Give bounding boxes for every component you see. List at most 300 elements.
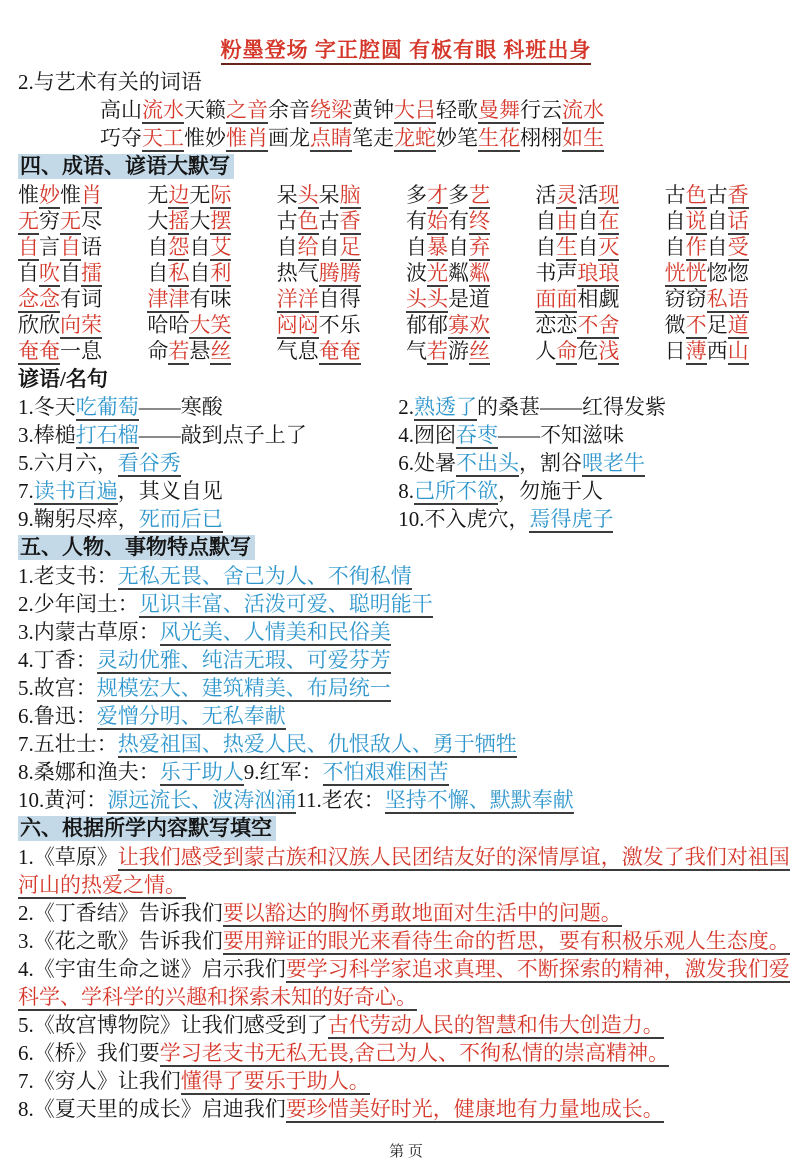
plain-text: 1.老支书： bbox=[18, 564, 118, 588]
answer-text: 作 bbox=[685, 235, 707, 259]
plain-text: 5.故宫： bbox=[18, 676, 97, 700]
answer-text: 擂 bbox=[81, 261, 102, 285]
section-5-heading: 五、人物、事物特点默写 bbox=[18, 535, 255, 560]
dictation-item bbox=[18, 1067, 794, 1095]
answer-text: 由 bbox=[556, 209, 578, 233]
plain-text: 自 bbox=[318, 235, 340, 259]
plain-text: 1.《草原》 bbox=[18, 845, 118, 869]
answer-text: 洋洋 bbox=[276, 287, 319, 311]
answer-text: 源远流长、波涛汹涌 bbox=[107, 788, 297, 812]
answer-text: 自 bbox=[18, 235, 39, 259]
answer-text: 吃葡萄 bbox=[75, 395, 139, 419]
idiom-cell bbox=[406, 234, 535, 260]
answer-text: 之音 bbox=[226, 98, 268, 122]
answer-text: 色 bbox=[297, 209, 319, 233]
plain-text: 8. bbox=[398, 479, 414, 503]
idiom-cell bbox=[535, 338, 664, 364]
plain-text: 5.六月六， bbox=[18, 451, 118, 475]
idiom-cell bbox=[18, 312, 147, 338]
section-4-heading: 四、成语、谚语大默写 bbox=[18, 154, 234, 179]
plain-text: 无 bbox=[147, 183, 169, 207]
answer-text: 向荣 bbox=[60, 313, 102, 337]
answer-text: 打石榴 bbox=[75, 423, 139, 447]
idiom-cell bbox=[277, 312, 406, 338]
plain-text: 言 bbox=[39, 235, 60, 259]
idiom-cell bbox=[665, 182, 794, 208]
idiom-cell bbox=[535, 260, 664, 286]
proverb-item bbox=[18, 505, 398, 533]
answer-text: 不怕艰难困苦 bbox=[322, 760, 449, 784]
answer-text: 流水 bbox=[142, 98, 184, 122]
trait-item bbox=[18, 562, 794, 590]
proverb-item bbox=[18, 477, 398, 505]
idiom-cell bbox=[147, 234, 276, 260]
plain-text: 5.《故宫博物院》让我们感受到了 bbox=[18, 1013, 328, 1037]
answer-text: 恍恍 bbox=[664, 261, 707, 285]
traits-list bbox=[18, 562, 794, 814]
idiom-cell bbox=[406, 260, 535, 286]
answer-text: 若 bbox=[168, 339, 190, 363]
answer-text: 见识丰富、活泼可爱、聪明能干 bbox=[138, 592, 433, 616]
idiom-cell bbox=[147, 312, 276, 338]
plain-text: 自 bbox=[706, 209, 728, 233]
answer-text: 话 bbox=[727, 209, 749, 233]
answer-text: 寡欢 bbox=[447, 313, 490, 337]
answer-text: 要以豁达的胸怀勇敢地面对生活中的问题。 bbox=[222, 901, 622, 925]
answer-text: 薄 bbox=[685, 339, 707, 363]
answer-text: 自 bbox=[60, 235, 81, 259]
plain-text: 古 bbox=[276, 209, 298, 233]
plain-text: ，割谷 bbox=[518, 451, 582, 475]
plain-text: 9.红军： bbox=[243, 760, 323, 784]
plain-text: 4.《宇宙生命之谜》启示我们 bbox=[18, 957, 286, 981]
plain-text: 7.五壮士： bbox=[18, 732, 118, 756]
idiom-cell bbox=[665, 234, 794, 260]
answer-text: 吹 bbox=[39, 261, 60, 285]
answer-text: 喂老牛 bbox=[581, 451, 645, 475]
plain-text: 惚惚 bbox=[706, 261, 749, 285]
answer-text: 焉得虎子 bbox=[529, 507, 614, 531]
plain-text: 2.《丁香结》告诉我们 bbox=[18, 901, 223, 925]
idiom-cell bbox=[406, 208, 535, 234]
answer-text: 足 bbox=[339, 235, 361, 259]
plain-text: 有味 bbox=[189, 287, 232, 311]
idiom-cell bbox=[147, 338, 276, 364]
answer-text: 丝 bbox=[210, 339, 232, 363]
plain-text: 日 bbox=[664, 339, 686, 363]
plain-text: 活 bbox=[535, 183, 557, 207]
dictation-list bbox=[18, 843, 794, 1123]
answer-text: 利 bbox=[210, 261, 232, 285]
plain-text: 有词 bbox=[60, 287, 102, 311]
proverbs-right-column bbox=[398, 393, 794, 533]
answer-text: 艾 bbox=[210, 235, 232, 259]
plain-text: ——不知滋味 bbox=[497, 423, 624, 447]
answer-text: 读书百遍 bbox=[33, 479, 118, 503]
answer-text: 奄奄 bbox=[18, 339, 60, 363]
plain-text: ，勿施于人 bbox=[497, 479, 603, 503]
art-words-line-2 bbox=[18, 124, 794, 152]
dictation-item bbox=[18, 899, 794, 927]
plain-text: 自 bbox=[577, 235, 599, 259]
answer-text: 无私无畏、舍己为人、不徇私情 bbox=[117, 564, 412, 588]
answer-text: 腾腾 bbox=[318, 261, 361, 285]
answer-text: 始 bbox=[426, 209, 448, 233]
plain-text: 的桑葚——红得发紫 bbox=[476, 395, 666, 419]
plain-text: 语 bbox=[81, 235, 102, 259]
answer-text: 如生 bbox=[562, 126, 604, 150]
plain-text: 有 bbox=[405, 209, 427, 233]
plain-text: 多 bbox=[405, 183, 427, 207]
answer-text: 头头 bbox=[405, 287, 448, 311]
plain-text: 西 bbox=[706, 339, 728, 363]
plain-text: 黄钟 bbox=[352, 98, 394, 122]
plain-text: 惟妙 bbox=[184, 126, 226, 150]
trait-item bbox=[18, 590, 794, 618]
answer-text: 琅琅 bbox=[577, 261, 620, 285]
answer-text: 闷闷 bbox=[276, 313, 319, 337]
answer-text: 怨 bbox=[168, 235, 190, 259]
proverbs-left-column bbox=[18, 393, 398, 533]
answer-text: 现 bbox=[598, 183, 620, 207]
trait-item bbox=[18, 758, 794, 786]
answer-text: 命 bbox=[556, 339, 578, 363]
plain-text: 多 bbox=[447, 183, 469, 207]
answer-text: 边 bbox=[168, 183, 190, 207]
proverb-item bbox=[398, 505, 794, 533]
idiom-cell bbox=[406, 182, 535, 208]
plain-text: 3.棒槌 bbox=[18, 423, 76, 447]
plain-text: 足 bbox=[706, 313, 728, 337]
plain-text: 画龙 bbox=[268, 126, 310, 150]
answer-text: 灭 bbox=[598, 235, 620, 259]
answer-text: 不 bbox=[685, 313, 707, 337]
answer-text: 色 bbox=[685, 183, 707, 207]
idiom-cell bbox=[18, 208, 147, 234]
answer-text: 曼舞 bbox=[478, 98, 520, 122]
plain-text: 天籁 bbox=[184, 98, 226, 122]
answer-text: 粼 bbox=[468, 261, 490, 285]
plain-text: 栩栩 bbox=[520, 126, 562, 150]
answer-text: 私语 bbox=[706, 287, 749, 311]
proverb-item bbox=[18, 393, 398, 421]
answer-text: 热爱祖国、热爱人民、仇恨敌人、勇于牺牲 bbox=[117, 732, 517, 756]
answer-text: 天工 bbox=[142, 126, 184, 150]
proverb-item bbox=[18, 449, 398, 477]
plain-text: 3.《花之歌》告诉我们 bbox=[18, 929, 223, 953]
answer-text: 头 bbox=[297, 183, 319, 207]
trait-item bbox=[18, 674, 794, 702]
answer-text: 若 bbox=[426, 339, 448, 363]
answer-text: 无 bbox=[60, 209, 81, 233]
idiom-cell bbox=[277, 234, 406, 260]
answer-text: 肖 bbox=[81, 183, 102, 207]
plain-text: 自 bbox=[18, 261, 39, 285]
plain-text: 轻歌 bbox=[436, 98, 478, 122]
plain-text: 恋恋 bbox=[535, 313, 578, 337]
answer-text: 让我们感受到蒙古族和汉族人民团结友好的深情厚谊，激发了我们对祖国河山的热爱之情。 bbox=[18, 845, 790, 897]
section-4-header bbox=[18, 152, 794, 181]
plain-text: 9.鞠躬尽瘁， bbox=[18, 507, 139, 531]
idiom-cell bbox=[406, 312, 535, 338]
answer-text: 艺 bbox=[468, 183, 490, 207]
idiom-cell bbox=[277, 286, 406, 312]
plain-text: 游 bbox=[447, 339, 469, 363]
plain-text: 2.少年闰土： bbox=[18, 592, 139, 616]
idiom-cell bbox=[18, 338, 147, 364]
plain-text: 6.处暑 bbox=[398, 451, 456, 475]
answer-text: 终 bbox=[468, 209, 490, 233]
plain-text: 命 bbox=[147, 339, 169, 363]
page-title bbox=[18, 34, 794, 64]
dictation-item bbox=[18, 843, 794, 899]
answer-text: 不出头 bbox=[455, 451, 519, 475]
answer-text: 际 bbox=[210, 183, 232, 207]
plain-text: 4.囫囵 bbox=[398, 423, 456, 447]
plain-text: 自 bbox=[447, 235, 469, 259]
plain-text: 不乐 bbox=[318, 313, 361, 337]
plain-text: 古 bbox=[664, 183, 686, 207]
plain-text: 自 bbox=[535, 235, 557, 259]
idiom-cell bbox=[535, 286, 664, 312]
idiom-cell bbox=[277, 260, 406, 286]
plain-text: 大 bbox=[147, 209, 169, 233]
answer-text: 要学习科学家追求真理、不断探索的精神，激发我们爱科学、学科学的兴趣和探索未知的好奇心。 bbox=[18, 957, 790, 1009]
answer-text: 点睛 bbox=[310, 126, 352, 150]
answer-text: 妙 bbox=[39, 183, 60, 207]
page-title-text: 粉墨登场 字正腔圆 有板有眼 科班出身 bbox=[221, 38, 592, 65]
plain-text: 10.黄河： bbox=[18, 788, 108, 812]
plain-text: 悬 bbox=[189, 339, 211, 363]
answer-text: 大吕 bbox=[394, 98, 436, 122]
answer-text: 道 bbox=[727, 313, 749, 337]
answer-text: 香 bbox=[339, 209, 361, 233]
plain-text: 7. bbox=[18, 479, 34, 503]
answer-text: 惟肖 bbox=[226, 126, 268, 150]
answer-text: 坚持不懈、默默奉献 bbox=[384, 788, 574, 812]
plain-text: ，其义自见 bbox=[117, 479, 223, 503]
plain-text: 1.冬天 bbox=[18, 395, 76, 419]
answer-text: 弃 bbox=[468, 235, 490, 259]
answer-text: 私 bbox=[168, 261, 190, 285]
page-footer: 第 页 bbox=[389, 1144, 423, 1160]
plain-text: 窃窃 bbox=[664, 287, 707, 311]
plain-text: 呆 bbox=[318, 183, 340, 207]
answer-text: 摇 bbox=[168, 209, 190, 233]
answer-text: 光 bbox=[426, 261, 448, 285]
plain-text: 欣欣 bbox=[18, 313, 60, 337]
plain-text: 惟 bbox=[60, 183, 81, 207]
answer-text: 大笑 bbox=[189, 313, 232, 337]
answer-text: 绕梁 bbox=[310, 98, 352, 122]
plain-text: 8.桑娜和渔夫： bbox=[18, 760, 160, 784]
idiom-cell bbox=[18, 286, 147, 312]
proverb-item bbox=[398, 393, 794, 421]
plain-text: 相觑 bbox=[577, 287, 620, 311]
plain-text: 是道 bbox=[447, 287, 490, 311]
answer-text: 才 bbox=[426, 183, 448, 207]
idiom-cell bbox=[665, 260, 794, 286]
answer-text: 吞枣 bbox=[455, 423, 498, 447]
plain-text: 人 bbox=[535, 339, 557, 363]
plain-text: 自 bbox=[535, 209, 557, 233]
plain-text: ——敲到点子上了 bbox=[138, 423, 307, 447]
plain-text: 6.《桥》我们要 bbox=[18, 1041, 160, 1065]
idiom-cell bbox=[665, 338, 794, 364]
answer-text: 念念 bbox=[18, 287, 60, 311]
art-words-line-1 bbox=[18, 96, 794, 124]
plain-text: 11.老农： bbox=[296, 788, 385, 812]
idiom-cell bbox=[665, 286, 794, 312]
trait-item bbox=[18, 730, 794, 758]
plain-text: 热气 bbox=[276, 261, 319, 285]
trait-item bbox=[18, 702, 794, 730]
answer-text: 要珍惜美好时光，健康地有力量地成长。 bbox=[285, 1097, 664, 1121]
plain-text: 气息 bbox=[276, 339, 319, 363]
idiom-cell bbox=[147, 182, 276, 208]
answer-text: 生 bbox=[556, 235, 578, 259]
plain-text: 自 bbox=[405, 235, 427, 259]
answer-text: 灵动优雅、纯洁无瑕、可爱芬芳 bbox=[96, 648, 391, 672]
idiom-grid bbox=[18, 182, 794, 364]
plain-text: 活 bbox=[577, 183, 599, 207]
idiom-cell bbox=[665, 208, 794, 234]
plain-text: 自 bbox=[189, 235, 211, 259]
plain-text: 自 bbox=[147, 261, 169, 285]
plain-text: 大 bbox=[189, 209, 211, 233]
answer-text: 受 bbox=[727, 235, 749, 259]
answer-text: 摆 bbox=[210, 209, 232, 233]
section-6-header bbox=[18, 814, 794, 843]
plain-text: 自 bbox=[706, 235, 728, 259]
answer-text: 给 bbox=[297, 235, 319, 259]
plain-text: 呆 bbox=[276, 183, 298, 207]
answer-text: 不舍 bbox=[577, 313, 620, 337]
plain-text: 自得 bbox=[318, 287, 361, 311]
idiom-cell bbox=[535, 312, 664, 338]
answer-text: 古代劳动人民的智慧和伟大创造力。 bbox=[327, 1013, 664, 1037]
plain-text: 3.内蒙古草原： bbox=[18, 620, 160, 644]
answer-text: 香 bbox=[727, 183, 749, 207]
answer-text: 懂得了要乐于助人。 bbox=[180, 1069, 370, 1093]
proverb-item bbox=[398, 421, 794, 449]
plain-text: 惟 bbox=[18, 183, 39, 207]
plain-text: 波 bbox=[405, 261, 427, 285]
plain-text: 郁郁 bbox=[405, 313, 448, 337]
trait-item bbox=[18, 786, 794, 814]
plain-text: 笔走 bbox=[352, 126, 394, 150]
answer-text: 己所不欲 bbox=[413, 479, 498, 503]
plain-text: 行云 bbox=[520, 98, 562, 122]
proverb-item bbox=[18, 421, 398, 449]
answer-text: 在 bbox=[598, 209, 620, 233]
answer-text: 乐于助人 bbox=[159, 760, 244, 784]
answer-text: 学习老支书无私无畏,舍己为人、不徇私情的崇高精神。 bbox=[159, 1041, 669, 1065]
answer-text: 说 bbox=[685, 209, 707, 233]
plain-text: 哈哈 bbox=[147, 313, 190, 337]
idiom-cell bbox=[18, 260, 147, 286]
answer-text: 浅 bbox=[598, 339, 620, 363]
answer-text: 龙蛇 bbox=[394, 126, 436, 150]
plain-text: 危 bbox=[577, 339, 599, 363]
plain-text: 穷 bbox=[39, 209, 60, 233]
dictation-item bbox=[18, 1039, 794, 1067]
plain-text: 自 bbox=[60, 261, 81, 285]
plain-text: 粼 bbox=[447, 261, 469, 285]
idiom-cell bbox=[277, 338, 406, 364]
section-6-heading: 六、根据所学内容默写填空 bbox=[18, 816, 276, 841]
trait-item bbox=[18, 618, 794, 646]
answer-text: 山 bbox=[727, 339, 749, 363]
plain-text: 古 bbox=[706, 183, 728, 207]
section-5-header bbox=[18, 533, 794, 562]
plain-text: 4.丁香： bbox=[18, 648, 97, 672]
proverbs-columns bbox=[18, 393, 794, 533]
answer-text: 无 bbox=[18, 209, 39, 233]
answer-text: 规模宏大、建筑精美、布局统一 bbox=[96, 676, 391, 700]
plain-text: 气 bbox=[405, 339, 427, 363]
plain-text: 巧夺 bbox=[100, 126, 142, 150]
idiom-cell bbox=[18, 182, 147, 208]
idiom-cell bbox=[147, 286, 276, 312]
plain-text: 自 bbox=[664, 235, 686, 259]
dictation-item bbox=[18, 1095, 794, 1123]
idiom-cell bbox=[535, 182, 664, 208]
answer-text: 爱憎分明、无私奉献 bbox=[96, 704, 286, 728]
plain-text: 余音 bbox=[268, 98, 310, 122]
idiom-cell bbox=[535, 208, 664, 234]
plain-text: 古 bbox=[318, 209, 340, 233]
answer-text: 津津 bbox=[147, 287, 190, 311]
idiom-cell bbox=[406, 286, 535, 312]
plain-text: 有 bbox=[447, 209, 469, 233]
answer-text: 流水 bbox=[562, 98, 604, 122]
dictation-item bbox=[18, 927, 794, 955]
trait-item bbox=[18, 646, 794, 674]
idiom-cell bbox=[277, 182, 406, 208]
plain-text: 自 bbox=[664, 209, 686, 233]
plain-text: 妙笔 bbox=[436, 126, 478, 150]
plain-text: 8.《夏天里的成长》启迪我们 bbox=[18, 1097, 286, 1121]
answer-text: 灵 bbox=[556, 183, 578, 207]
plain-text: 6.鲁迅： bbox=[18, 704, 97, 728]
plain-text: 尽 bbox=[81, 209, 102, 233]
idiom-cell bbox=[147, 208, 276, 234]
answer-text: 生花 bbox=[478, 126, 520, 150]
proverbs-heading: 谚语/名句 bbox=[18, 367, 108, 391]
answer-text: 死而后已 bbox=[138, 507, 223, 531]
art-words-heading: 2.与艺术有关的词语 bbox=[18, 70, 202, 94]
plain-text: 自 bbox=[276, 235, 298, 259]
idiom-cell bbox=[665, 312, 794, 338]
answer-text: 丝 bbox=[468, 339, 490, 363]
answer-text: 要用辩证的眼光来看待生命的哲思，要有积极乐观人生态度。 bbox=[222, 929, 790, 953]
dictation-item bbox=[18, 1011, 794, 1039]
answer-text: 熟透了 bbox=[413, 395, 477, 419]
plain-text: 高山 bbox=[100, 98, 142, 122]
plain-text: 自 bbox=[189, 261, 211, 285]
plain-text: 微 bbox=[664, 313, 686, 337]
idiom-cell bbox=[535, 234, 664, 260]
answer-text: 暴 bbox=[426, 235, 448, 259]
proverb-item bbox=[398, 477, 794, 505]
idiom-cell bbox=[147, 260, 276, 286]
answer-text: 风光美、人情美和民俗美 bbox=[159, 620, 391, 644]
plain-text: 自 bbox=[147, 235, 169, 259]
plain-text: 书声 bbox=[535, 261, 578, 285]
plain-text: ——寒酸 bbox=[138, 395, 223, 419]
answer-text: 看谷秀 bbox=[117, 451, 181, 475]
